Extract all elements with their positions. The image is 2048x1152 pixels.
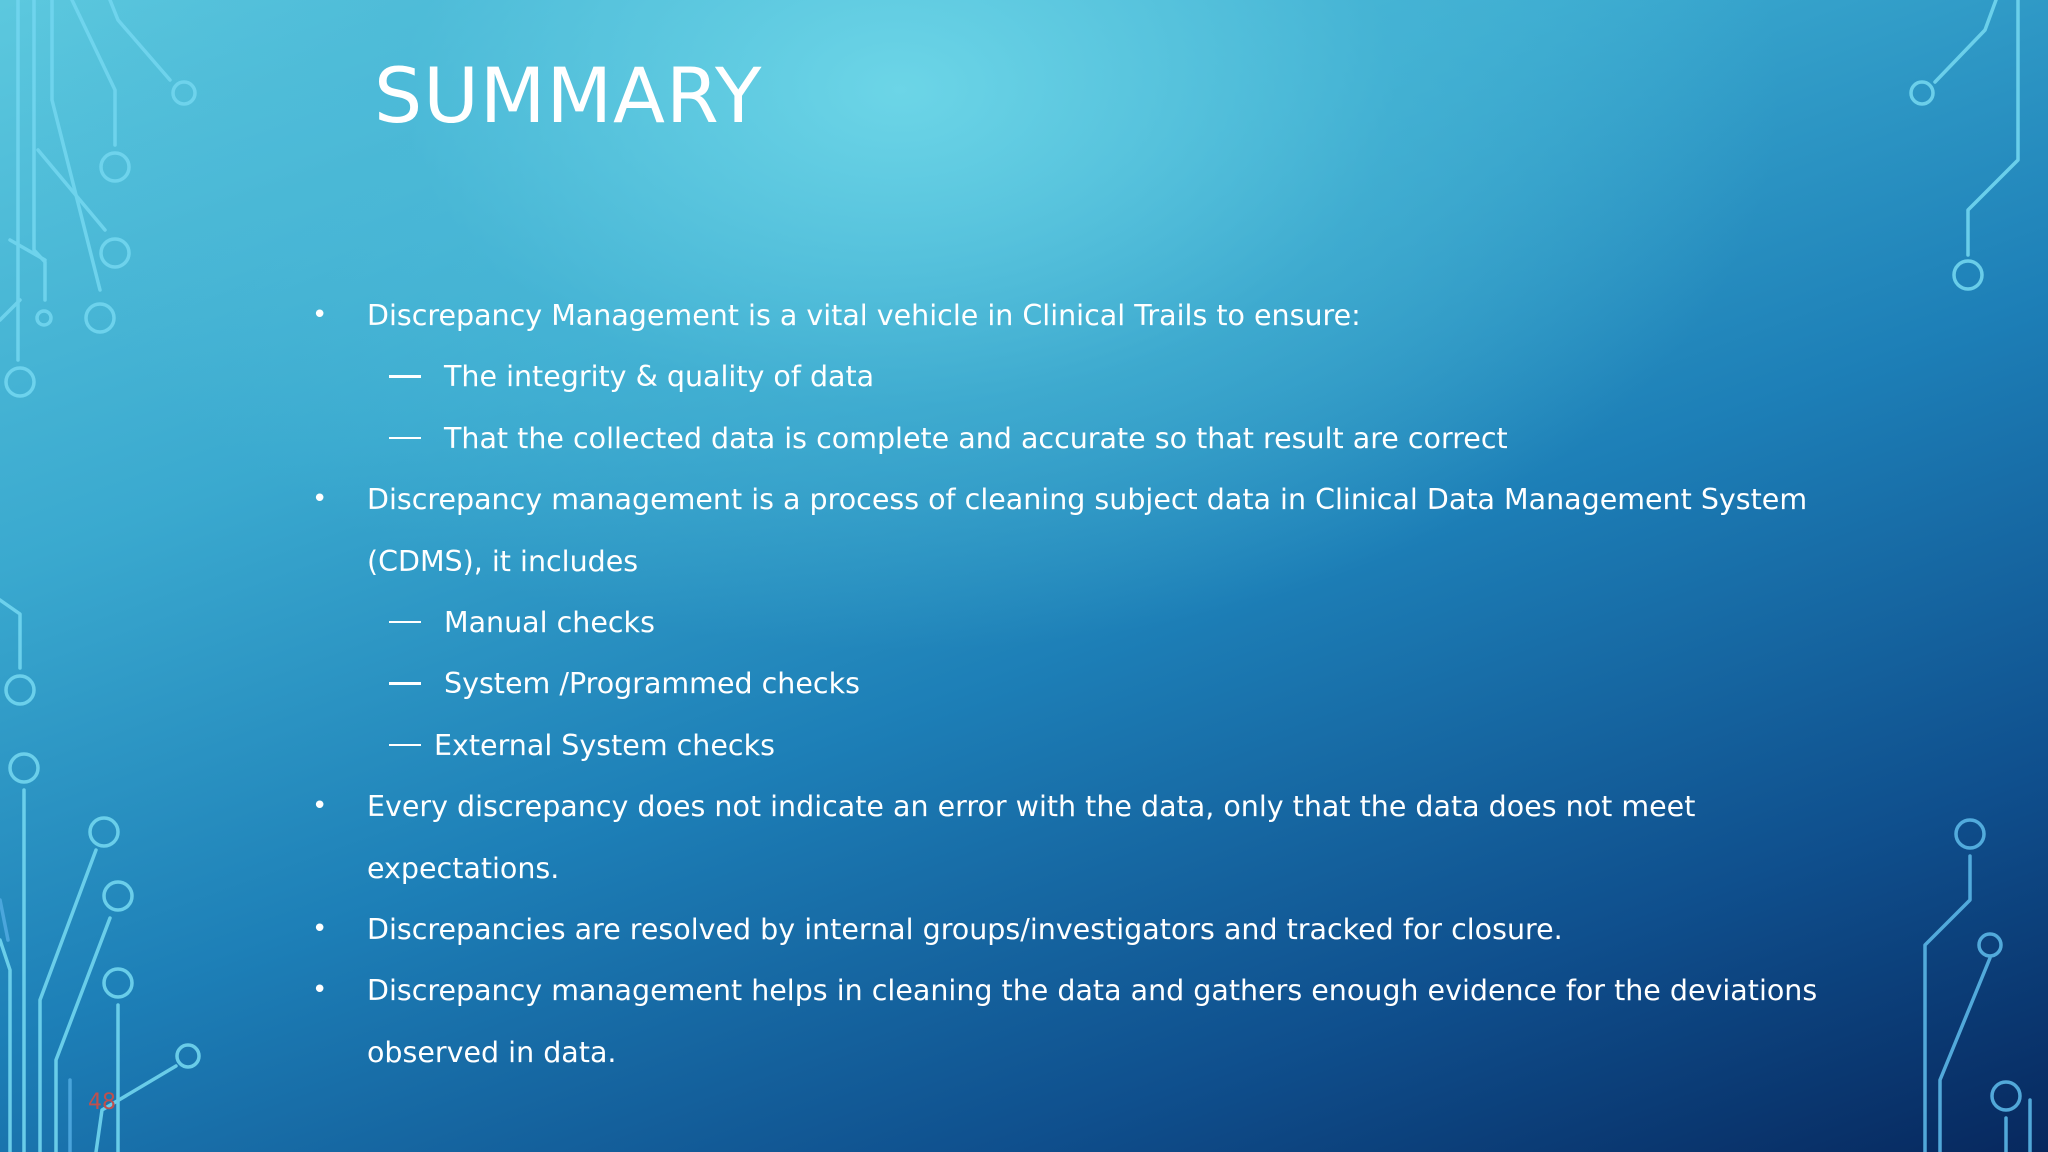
bullet-continuation [300, 838, 1780, 899]
slide-title: SUMMARY [374, 51, 763, 140]
bullet-item [300, 960, 1818, 1021]
dash-marker [389, 682, 421, 685]
dash-marker [389, 375, 421, 378]
bullet-text: expectations. [367, 851, 560, 885]
bullet-text: External System checks [434, 728, 775, 762]
bullet-text: Discrepancy management is a process of cleaning subject data in Clinical Data Management System [367, 483, 1808, 517]
bullet-marker: • [312, 484, 328, 515]
bullet-continuation [300, 1022, 1780, 1083]
bullet-marker: • [312, 913, 328, 944]
bullet-marker: • [312, 300, 328, 330]
dash-marker [389, 744, 421, 747]
sub-bullet-item [300, 715, 1780, 776]
bullet-continuation [300, 531, 1780, 592]
bullet-text: Discrepancies are resolved by internal groups/investigators and tracked for closure. [367, 912, 1563, 946]
bullet-text: (CDMS), it includes [367, 544, 639, 578]
bullet-item [300, 285, 1780, 346]
bullet-text: The integrity & quality of data [444, 360, 875, 394]
dash-marker [389, 437, 421, 440]
page-number: 48 [88, 1090, 116, 1115]
bullet-text: Manual checks [444, 605, 655, 639]
bullet-text: observed in data. [367, 1035, 617, 1069]
bullet-text: Discrepancy Management is a vital vehicle in Clinical Trails to ensure: [367, 299, 1361, 332]
bullet-text: Discrepancy management helps in cleaning the data and gathers enough evidence for the deviations [367, 974, 1818, 1008]
sub-bullet-item [300, 592, 1780, 653]
sub-bullet-item [300, 346, 1780, 407]
bullet-text: That the collected data is complete and accurate so that result are correct [444, 421, 1508, 455]
bullet-text: Every discrepancy does not indicate an error with the data, only that the data does not meet [367, 790, 1696, 824]
dash-marker [389, 621, 421, 624]
bullet-marker: • [312, 791, 328, 822]
sub-bullet-item [300, 408, 1780, 469]
sub-bullet-item [300, 653, 1780, 714]
bullet-item [300, 776, 1780, 837]
bullet-marker: • [312, 975, 328, 1006]
bullet-item [300, 469, 1808, 530]
bullet-text: System /Programmed checks [444, 667, 860, 701]
bullet-item [300, 899, 1780, 960]
bullet-list [300, 285, 1818, 1083]
